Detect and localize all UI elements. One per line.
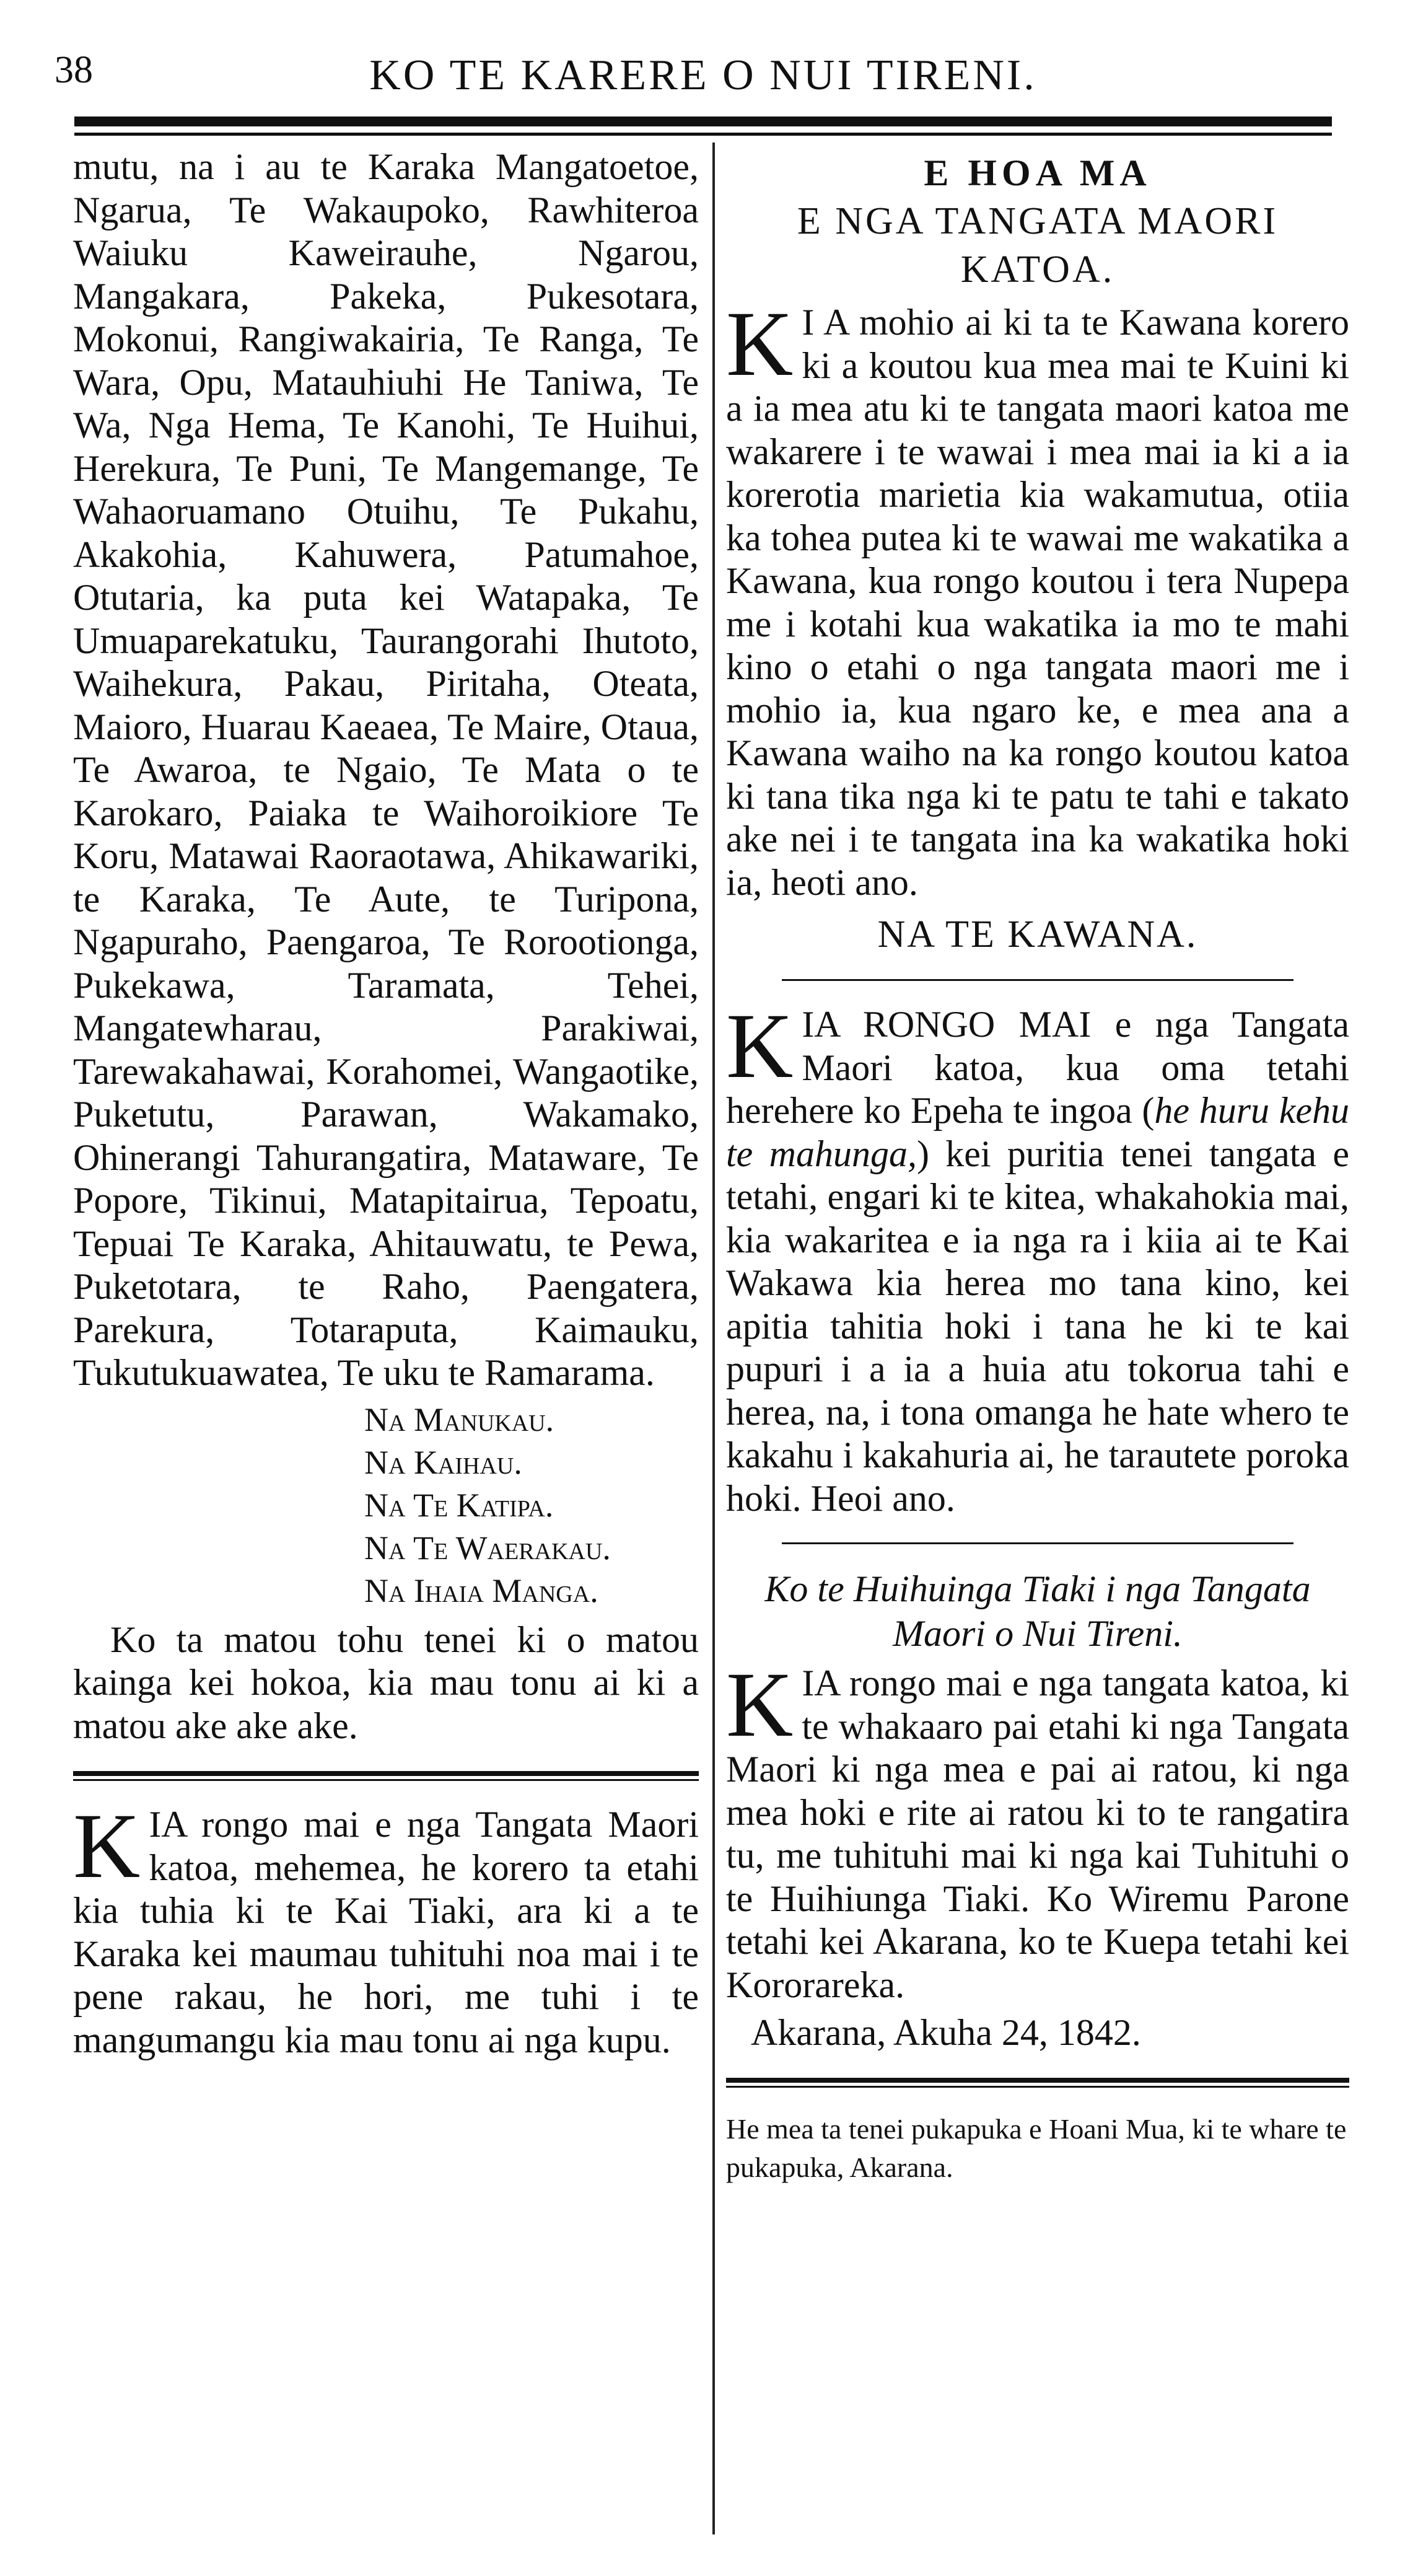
- society-heading: Ko te Huihuinga Tiaki i nga Tangata Maori o Nui Tireni.: [764, 1568, 1311, 1654]
- society-notice-text: IA rongo mai e nga tangata katoa, ki te whakaaro pai etahi ki nga Tangata Maori ki nga mea e pai ai ratou, ki nga mea hoki e rite ai ratou ki to te rangatira tu, me tuhituhi mai ki nga kai Tuhituhi o te Huihiunga Tiaki. Ko Wiremu Parone tetahi kei Akarana, ko te Kuepa tetahi kei Kororareka.: [726, 1663, 1349, 2005]
- signature-line: Na Ihaia Manga.: [364, 1572, 598, 1609]
- governor-notice: [726, 292, 1349, 904]
- signature-line: Na Te Waerakau.: [364, 1529, 611, 1567]
- drop-cap: K: [726, 995, 794, 1097]
- place-names-paragraph: mutu, na i au te Karaka Mangatoetoe, Ngarua, Te Wakaupoko, Rawhiteroa Waiuku Kaweirauhe, Ngarou, Mangakara, Pakeka, Pukesotara, Mokonui, Rangiwakairia, Te Ranga, Te Wara, Opu, Matauhiuhi He Taniwa, Te Wa, Nga Hema, Te Kanohi, Te Huihui, Herekura, Te Puni, Te Mangemange, Te Wahaoruamano Otuihu, Te Pukahu, Akakohia, Kahuwera, Patumahoe, Otutaria, ka puta kei Watapaka, Te Umuaparekatuku, Taurangorahi Ihutoto, Waihekura, Pakau, Piritaha, Oteata, Maioro, Huarau Kaeaea, Te Maire, Otaua, Te Awaroa, te Ngaio, Te Mata o te Karokaro, Paiaka te Waihoroikiore Te Koru, Matawai Raoraotawa, Ahikawariki, te Karaka, Te Aute, te Turipona, Ngapuraho, Paengaroa, Te Rorootionga, Pukekawa, Taramata, Tehei, Mangatewharau, Parakiwai, Tarewakahawai, Korahomei, Wangaotike, Puketutu, Parawan, Wakamako, Ohinerangi Tahurangatira, Mataware, Te Popore, Tikinui, Matapitairua, Tepoatu, Tepuai Te Karaka, Ahitauwatu, te Pewa, Puketotara, te Raho, Paengatera, Parekura, Totaraputa, Kaimauku, Tukutukuawatea, Te uku te Ramarama.: [73, 146, 699, 1393]
- page-header: [43, 37, 1363, 105]
- page-number: 38: [55, 49, 93, 91]
- society-notice: [726, 1653, 1349, 2007]
- address-subheading: E NGA TANGATA MAORI KATOA.: [797, 200, 1279, 291]
- notice-text: IA rongo mai e nga Tangata Maori katoa, mehemea, he korero ta etahi kia tuhia ki te Kai Tiaki, ara ki a te Karaka kei maumau tuhituhi noa mai i te pene rakau, he hori, me tuhi i te mangumangu kia mau tonu ai nga kupu.: [73, 1804, 699, 2060]
- prisoner-notice-text: IA RONGO MAI e nga Tangata Maori katoa, kua oma tetahi herehere ko Epeha te ingoa (: [726, 1004, 1349, 1131]
- drop-cap: K: [726, 1653, 794, 1756]
- imprint-rule: [726, 2078, 1349, 2088]
- dateline: Akarana, Akuha 24, 1842.: [751, 2012, 1141, 2053]
- drop-cap: K: [726, 292, 794, 395]
- section-rule: [782, 979, 1293, 981]
- signatures-block: [364, 1399, 699, 1612]
- section-rule: [782, 1542, 1293, 1544]
- notice-paragraph: [73, 1795, 699, 2062]
- closing-paragraph: Ko ta matou tohu tenei ki o matou kainga kei hokoa, kia mau tonu ai ki a matou ake ake ake.: [73, 1619, 699, 1746]
- signature-line: Na Kaihau.: [364, 1443, 522, 1481]
- header-rule-thick: [74, 116, 1332, 126]
- governor-signoff: NA TE KAWANA.: [877, 913, 1198, 956]
- printer-imprint: He mea ta tenei pukapuka e Hoani Mua, ki te whare te pukapuka, Akarana.: [726, 2113, 1347, 2183]
- escaped-prisoner-notice: [726, 995, 1349, 1520]
- column-divider: [712, 143, 715, 2534]
- left-column: [73, 146, 699, 2062]
- governor-notice-text: I A mohio ai ki ta te Kawana korero ki a koutou kua mea mai te Kuini ki a ia mea atu ki te tangata maori katoa me wakarere i te wawai i mea mai ia ki a ia korerotia marietia kia wakamutua, otiia ka tohea putea ki te wawai me wakatika a Kawana, kua rongo koutou i tera Nupepa me i kotahi kua wakatika ia mo te mahi kino o etahi o nga tangata maori me i mohio ia, kua ngaro ke, e mea ana a Kawana waiho na ka rongo koutou katoa ki tana tika nga ki te patu te tahi e takato ake nei i te tangata ina ka wakatika hoki ia, heoti ano.: [726, 302, 1349, 903]
- header-rule-thin: [74, 133, 1332, 136]
- right-column: [726, 146, 1349, 2187]
- signature-line: Na Te Katipa.: [364, 1486, 554, 1524]
- section-rule: [73, 1771, 699, 1781]
- signature-line: Na Manukau.: [364, 1400, 554, 1438]
- prisoner-description: he huru kehu te mahunga,: [726, 1090, 1349, 1174]
- address-heading: E HOA MA: [924, 152, 1152, 193]
- drop-cap: K: [73, 1795, 141, 1897]
- prisoner-notice-text-cont: ) kei puritia tenei tangata e tetahi, engari ki te kitea, whakahokia mai, kia wakaritea e ia nga ra i kiia ai te Kai Wakawa kia herea mo tana kino, kei apitia tahitia hoki i tana he ki te kai pupuri i a ia a huia atu tokorua tahi e herea, na, i tona omanga he hate whero te kakahu i kakahuria ai, he tarautete poroka hoki. Heoi ano.: [726, 1133, 1349, 1519]
- newspaper-title: KO TE KARERE O NUI TIRENI.: [369, 51, 1037, 99]
